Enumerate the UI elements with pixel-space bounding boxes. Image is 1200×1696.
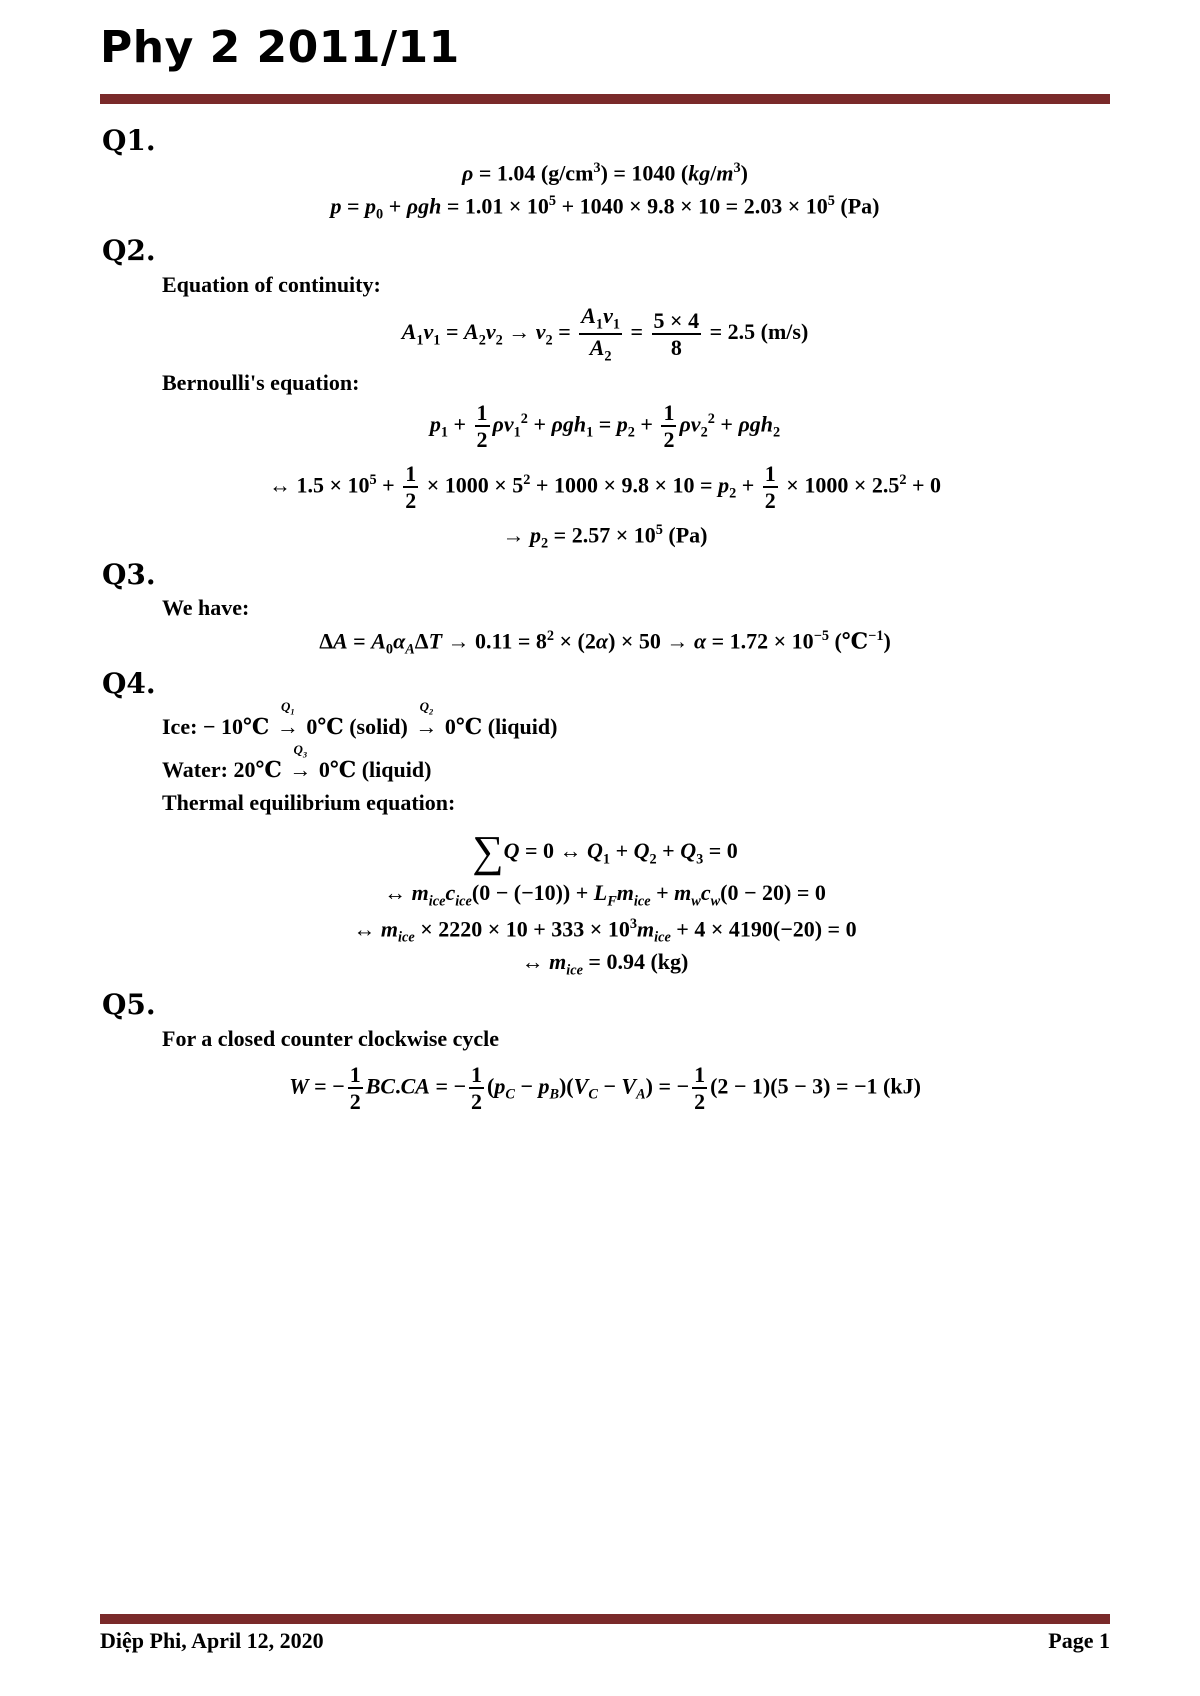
- q4-thermal-label: Thermal equilibrium equation:: [162, 790, 456, 815]
- q4-result: ↔ $m_{ice} = 0.94$ (kg): [521, 949, 689, 979]
- question-1-heading: Q1.: [102, 124, 156, 157]
- q3-area-expansion-equation: $\Delta A = A_0\alpha_A\Delta T \to 0.11 = 8^2 \times (2\alpha) \times 50 \to \alpha = 1.72 \times 10^{-5}$ (℃$^{-1}$): [319, 628, 891, 658]
- question-3-heading: Q3.: [102, 558, 156, 591]
- q4-ice-label: Ice:: [162, 714, 198, 739]
- q1-pressure-equation: $p = p_0 + \rho gh = 1.01 \times 10^5 + 1040 \times 9.8 \times 10 = 2.03 \times 10^5$ (Pa): [330, 193, 880, 223]
- page-number: Page 1: [1048, 1628, 1110, 1653]
- q5-intro: For a closed counter clockwise cycle: [162, 1026, 500, 1051]
- q2-bernoulli-label: Bernoulli's equation:: [162, 370, 360, 395]
- question-2-heading: Q2.: [102, 234, 156, 267]
- question-4-heading: Q4.: [102, 667, 156, 700]
- footer-rule: [100, 1614, 1110, 1624]
- footer-author-date: Diệp Phi, April 12, 2020: [100, 1628, 324, 1653]
- header-rule: [100, 94, 1110, 104]
- q1-density-equation: ρ = 1.04 $(g/cm^3) = 1040$ $(kg/m^3)$: [461, 160, 748, 186]
- q2-continuity-equation: $A_1v_1 = A_2v_2 \to v_2$ = $\frac{A_1v_1}{A_2}$ = $\frac{5 \times 4}{8}$ = 2.5 (m/s): [401, 303, 809, 365]
- q2-continuity-label: Equation of continuity:: [162, 272, 381, 297]
- q4-sum-equation: ∑Q = 0 ↔ $Q_1 + Q_2 + Q_3 = 0$: [472, 827, 738, 876]
- q4-substitution: ↔ $m_{ice} \times 2220 \times 10 + 333 \times 10^3m_{ice} + 4 \times 4190(-20) = 0$: [353, 916, 857, 946]
- q4-water-label: Water:: [162, 757, 228, 782]
- q3-intro: We have:: [162, 595, 250, 620]
- q2-bernoulli-substitution: ↔ $1.5 \times 10^5$ + $\frac{1}{2}$ × $1000 \times 5^2 + 1000 \times 9.8 \times 10 = p_2$ + $\frac{1}{2}$ × $1000 \times 2.5^2 + 0$: [268, 461, 942, 514]
- q4-expanded-equation: ↔ $m_{ice}c_{ice}(0 - (-10)) + L_Fm_{ice} + m_wc_w(0 - 20) = 0$: [384, 880, 826, 910]
- page-title: Phy 2 2011/11: [100, 22, 460, 73]
- q2-result: → $p_2 = 2.57 \times 10^5$ (Pa): [502, 522, 708, 552]
- q4-ice-line: Ice: − 10℃ → $Q_1$ 0℃ (solid) → $Q_2$ 0℃ (liquid): [162, 699, 558, 739]
- question-5-heading: Q5.: [102, 988, 156, 1021]
- q5-work-equation: W = − $\frac{1}{2}$ BC.CA = − $\frac{1}{2}$ $(p_C - p_B)(V_C - V_A)$ = − $\frac{1}{2}$ (2 − 1)(5 − 3) = −1 (kJ): [289, 1062, 921, 1115]
- q2-bernoulli-equation: $p_1$ + $\frac{1}{2}$ $\rho v_1^2 + \rho gh_1 = p_2$ + $\frac{1}{2}$ $\rho v_2^2 + \rho gh_2$: [429, 400, 781, 453]
- q4-water-line: Water: 20℃ → $Q_3$ 0℃ (liquid): [162, 742, 432, 782]
